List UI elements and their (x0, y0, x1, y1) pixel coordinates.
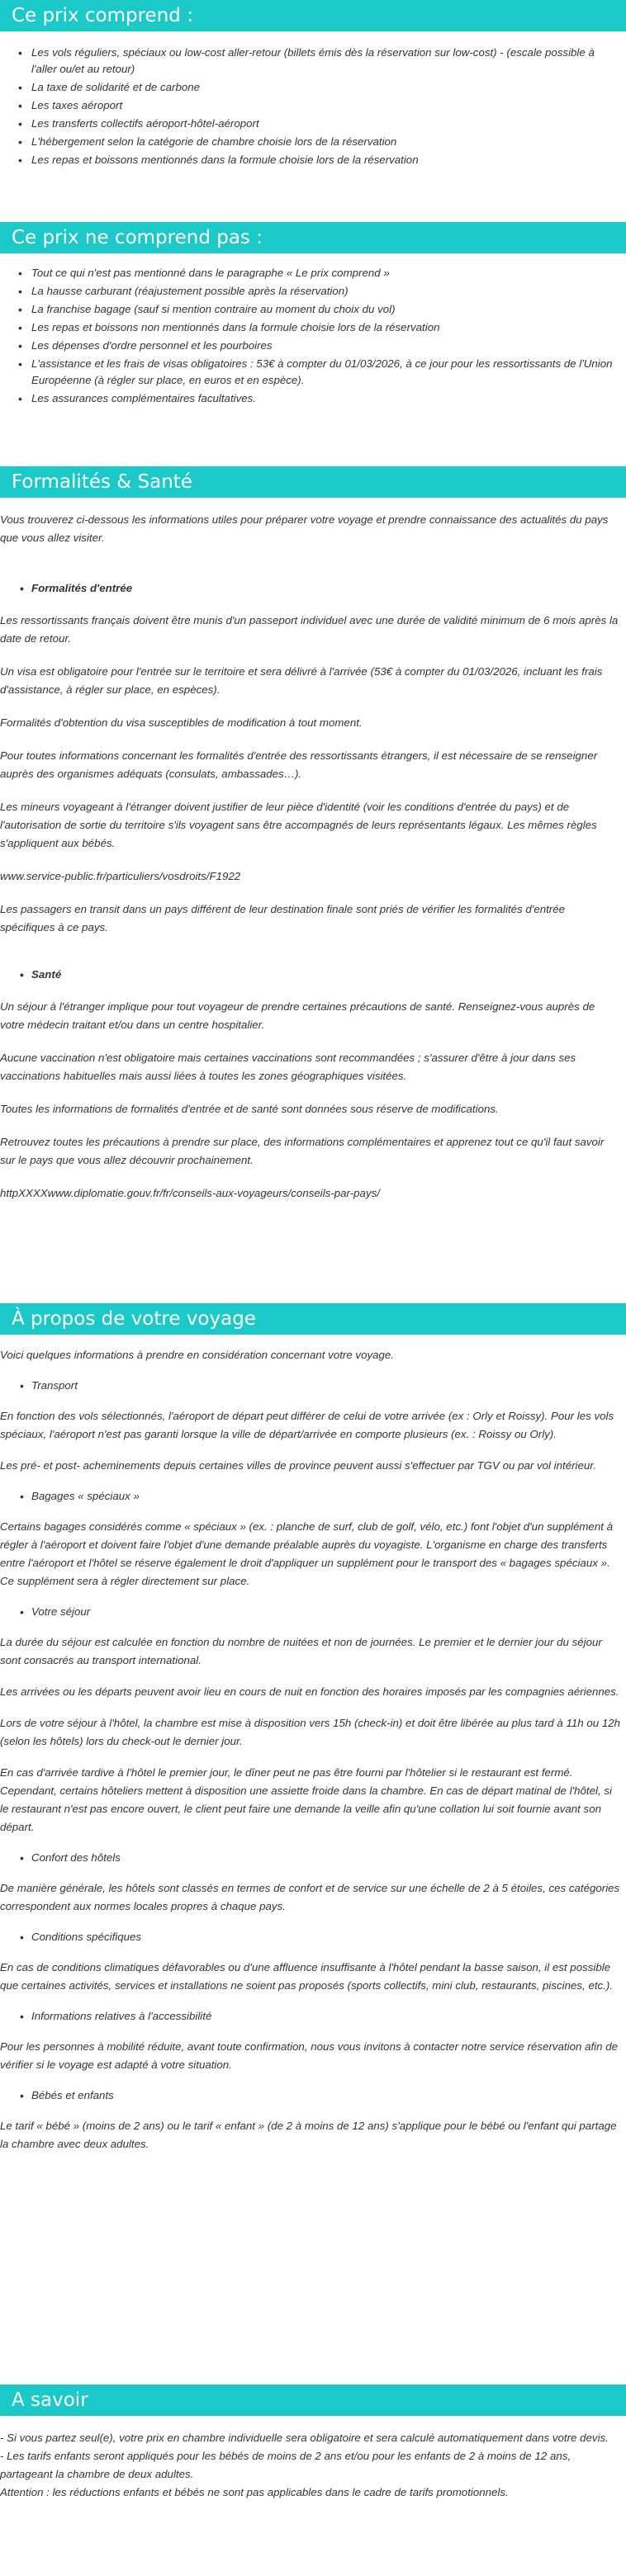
ne-comprend-title: Ce prix ne comprend pas : (12, 227, 263, 248)
sante-paragraphs (0, 998, 626, 1203)
ne-comprend-section (0, 222, 626, 409)
apropos-block-heading: • Bagages « spéciaux » (0, 1488, 626, 1505)
paragraph: Formalités d'obtention du visa susceptibles de modification à tout moment. (0, 716, 363, 729)
apropos-paragraph: En fonction des vols sélectionnés, l'aéroport de départ peut différer de celui de votre arrivée (ex : Orly et Roissy). Pour les vols spéciaux, l'aéroport n'est pas garanti lorsque la ville de départ/arrivée en comporte plusieurs (ex. : Roissy ou Orly). (0, 1410, 614, 1440)
apropos-paragraph: Lors de votre séjour à l'hôtel, la chambre est mise à disposition vers 15h (check-in) et doit être libérée au plus tard à 11h ou 12h (selon les hôtels) lors du check-out le dernier jour. (0, 1717, 621, 1747)
formalites-intro: Vous trouverez ci-dessous les informations utiles pour préparer votre voyage et prendre connaissance des actualités du pays que vous allez visiter. (0, 513, 609, 544)
formalites-section (0, 466, 626, 1203)
apropos-header (0, 1303, 626, 1335)
ne-comprend-item: • Les dépenses d'ordre personnel et les pourboires (31, 338, 626, 354)
ne-comprend-header (0, 222, 626, 253)
ne-comprend-item: • La franchise bagage (sauf si mention contraire au moment du choix du vol) (31, 301, 626, 318)
ne-comprend-item: • La hausse carburant (réajustement possible après la réservation) (31, 283, 626, 300)
ne-comprend-item: • Les assurances complémentaires facultatives. (31, 390, 626, 407)
apropos-paragraph: Pour les personnes à mobilité réduite, avant toute confirmation, nous vous invitons à contacter notre service réservation afin de vérifier si le voyage est adapté à votre situation. (0, 2040, 618, 2071)
comprend-item: • La taxe de solidarité et de carbone (31, 79, 626, 96)
apropos-paragraph: En cas d'arrivée tardive à l'hôtel le premier jour, le dîner peut ne pas être fourni par l'hôtelier si le restaurant est fermé. Cependant, certains hôteliers mettent à disposition une assiette froide dans la chambre. En cas de départ matinal de l'hôtel, si le restaurant n'est pas encore ouvert, le client peut faire une demande la veille afin qu'une collation lui soit fournie avant son départ. (0, 1766, 612, 1833)
entree-heading: • Formalités d'entrée (0, 580, 626, 597)
apropos-intro: Voici quelques informations à prendre en considération concernant votre voyage. (0, 1349, 395, 1361)
paragraph: Aucune vaccination n'est obligatoire mais certaines vaccinations sont recommandées ; s'assurer d'être à jour dans ses vaccinations habituelles mais aussi liées à toutes les zones géographiques visitées. (0, 1052, 576, 1082)
apropos-block-heading: • Conditions spécifiques (0, 1929, 626, 1945)
comprend-item: • L'hébergement selon la catégorie de chambre choisie lors de la réservation (31, 134, 626, 150)
comprend-item: • Les transferts collectifs aéroport-hôtel-aéroport (31, 116, 626, 132)
apropos-section (0, 1303, 626, 2153)
asavoir-section (0, 2385, 626, 2502)
paragraph: Toutes les informations de formalités d'entrée et de santé sont données sous réserve de modifications. (0, 1103, 499, 1115)
asavoir-line: Attention : les réductions enfants et bébés ne sont pas applicables dans le cadre de tarifs promotionnels. (0, 2486, 509, 2498)
asavoir-title: A savoir (12, 2389, 88, 2411)
entree-paragraphs (0, 612, 626, 937)
comprend-header (0, 0, 626, 31)
apropos-blocks (0, 1378, 626, 2153)
comprend-title: Ce prix comprend : (12, 5, 193, 26)
apropos-block-heading: • Confort des hôtels (0, 1850, 626, 1866)
asavoir-line: - Si vous partez seul(e), votre prix en chambre individuelle sera obligatoire et sera calculé automatiquement dans votre devis. (0, 2432, 609, 2444)
apropos-block-heading: • Bébés et enfants (0, 2087, 626, 2104)
comprend-item: • Les taxes aéroport (31, 97, 626, 114)
apropos-paragraph: Les arrivées ou les départs peuvent avoir lieu en cours de nuit en fonction des horaires imposés par les compagnies aériennes. (0, 1685, 619, 1698)
asavoir-line: - Les tarifs enfants seront appliqués pour les bébés de moins de 2 ans et/ou pour les enfants de 2 à moins de 12 ans, partageant la chambre de deux adultes. (0, 2450, 571, 2480)
paragraph: Pour toutes informations concernant les formalités d'entrée des ressortissants étrangers, il est nécessaire de se renseigner auprès des organismes adéquats (consulats, ambassades…). (0, 749, 598, 780)
comprend-item: • Les repas et boissons mentionnés dans la formule choisie lors de la réservation (31, 152, 626, 168)
ne-comprend-item: • Les repas et boissons non mentionnés dans la formule choisie lors de la réservation (31, 319, 626, 336)
asavoir-header (0, 2385, 626, 2416)
apropos-block-heading: • Informations relatives à l'accessibilité (0, 2008, 626, 2025)
apropos-title: À propos de votre voyage (12, 1308, 256, 1330)
comprend-section (0, 0, 626, 170)
apropos-paragraph: La durée du séjour est calculée en fonction du nombre de nuitées et non de journées. Le premier et le dernier jour du séjour sont consacrés au transport international. (0, 1636, 602, 1666)
sante-heading: • Santé (0, 967, 626, 983)
apropos-paragraph: Certains bagages considérés comme « spéciaux » (ex. : planche de surf, club de golf, vélo, etc.) font l'objet d'un supplément à régler à l'aéroport et doivent faire l'objet d'une demande préalable auprès du voyagiste. L'organisme en charge des transferts entre l'aéroport et l'hôtel se réserve également le droit d'appliquer un supplément pour le transport des « bagages spéciaux ». Ce supplément sera à régler directement sur place. (0, 1520, 613, 1587)
apropos-paragraph: De manière générale, les hôtels sont classés en termes de confort et de service sur une échelle de 2 à 5 étoiles, ces catégories correspondent aux normes locales propres à chaque pays. (0, 1882, 620, 1912)
paragraph: Un séjour à l'étranger implique pour tout voyageur de prendre certaines précautions de santé. Renseignez-vous auprès de votre médecin traitant et/ou dans un centre hospitalier. (0, 1000, 595, 1031)
apropos-paragraph: Le tarif « bébé » (moins de 2 ans) ou le tarif « enfant » (de 2 à moins de 12 ans) s'applique pour le bébé ou l'enfant qui partage la chambre avec deux adultes. (0, 2120, 617, 2150)
ne-comprend-list (0, 265, 626, 407)
paragraph: www.service-public.fr/particuliers/vosdroits/F1922 (0, 870, 241, 882)
paragraph: httpXXXXwww.diplomatie.gouv.fr/fr/conseils-aux-voyageurs/conseils-par-pays/ (0, 1187, 380, 1199)
paragraph: Retrouvez toutes les précautions à prendre sur place, des informations complémentaires et apprenez tout ce qu'il faut savoir sur le pays que vous allez découvrir prochainement. (0, 1136, 605, 1166)
formalites-header (0, 466, 626, 498)
formalites-title: Formalités & Santé (12, 471, 192, 493)
comprend-item: • Les vols réguliers, spéciaux ou low-cost aller-retour (billets émis dès la réservation sur low-cost) - (escale possible à l'aller ou/et au retour) (31, 45, 626, 78)
asavoir-lines (0, 2429, 626, 2502)
ne-comprend-item: • Tout ce qui n'est pas mentionné dans le paragraphe « Le prix comprend » (31, 265, 626, 281)
paragraph: Les ressortissants français doivent être munis d'un passeport individuel avec une durée de validité minimum de 6 mois après la date de retour. (0, 614, 619, 645)
comprend-list (0, 45, 626, 168)
apropos-block-heading: • Transport (0, 1378, 626, 1394)
ne-comprend-item: • L'assistance et les frais de visas obligatoires : 53€ à compter du 01/03/2026, à ce jour pour les ressortissants de l'Union Européenne (à régler sur place, en euros et en espèce). (31, 356, 626, 389)
paragraph: Les mineurs voyageant à l'étranger doivent justifier de leur pièce d'identité (voir les conditions d'entrée du pays) et de l'autorisation de sortie du territoire s'ils voyagent sans être accompagnés de leurs représentants légaux. Les mêmes règles s'appliquent aux bébés. (0, 801, 597, 849)
apropos-paragraph: En cas de conditions climatiques défavorables ou d'une affluence insuffisante à l'hôtel pendant la basse saison, il est possible que certaines activités, services et installations ne soient pas proposés (sports collectifs, mini club, restaurants, piscines, etc.). (0, 1961, 614, 1992)
apropos-block-heading: • Votre séjour (0, 1604, 626, 1620)
paragraph: Les passagers en transit dans un pays différent de leur destination finale sont priés de vérifier les formalités d'entrée spécifiques à ce pays. (0, 903, 566, 934)
apropos-paragraph: Les pré- et post- acheminements depuis certaines villes de province peuvent aussi s'effectuer par TGV ou par vol intérieur. (0, 1459, 596, 1472)
paragraph: Un visa est obligatoire pour l'entrée sur le territoire et sera délivré à l'arrivée (53€ à compter du 01/03/2026, incluant les frais d'assistance, à régler sur place, en espèces). (0, 665, 603, 696)
